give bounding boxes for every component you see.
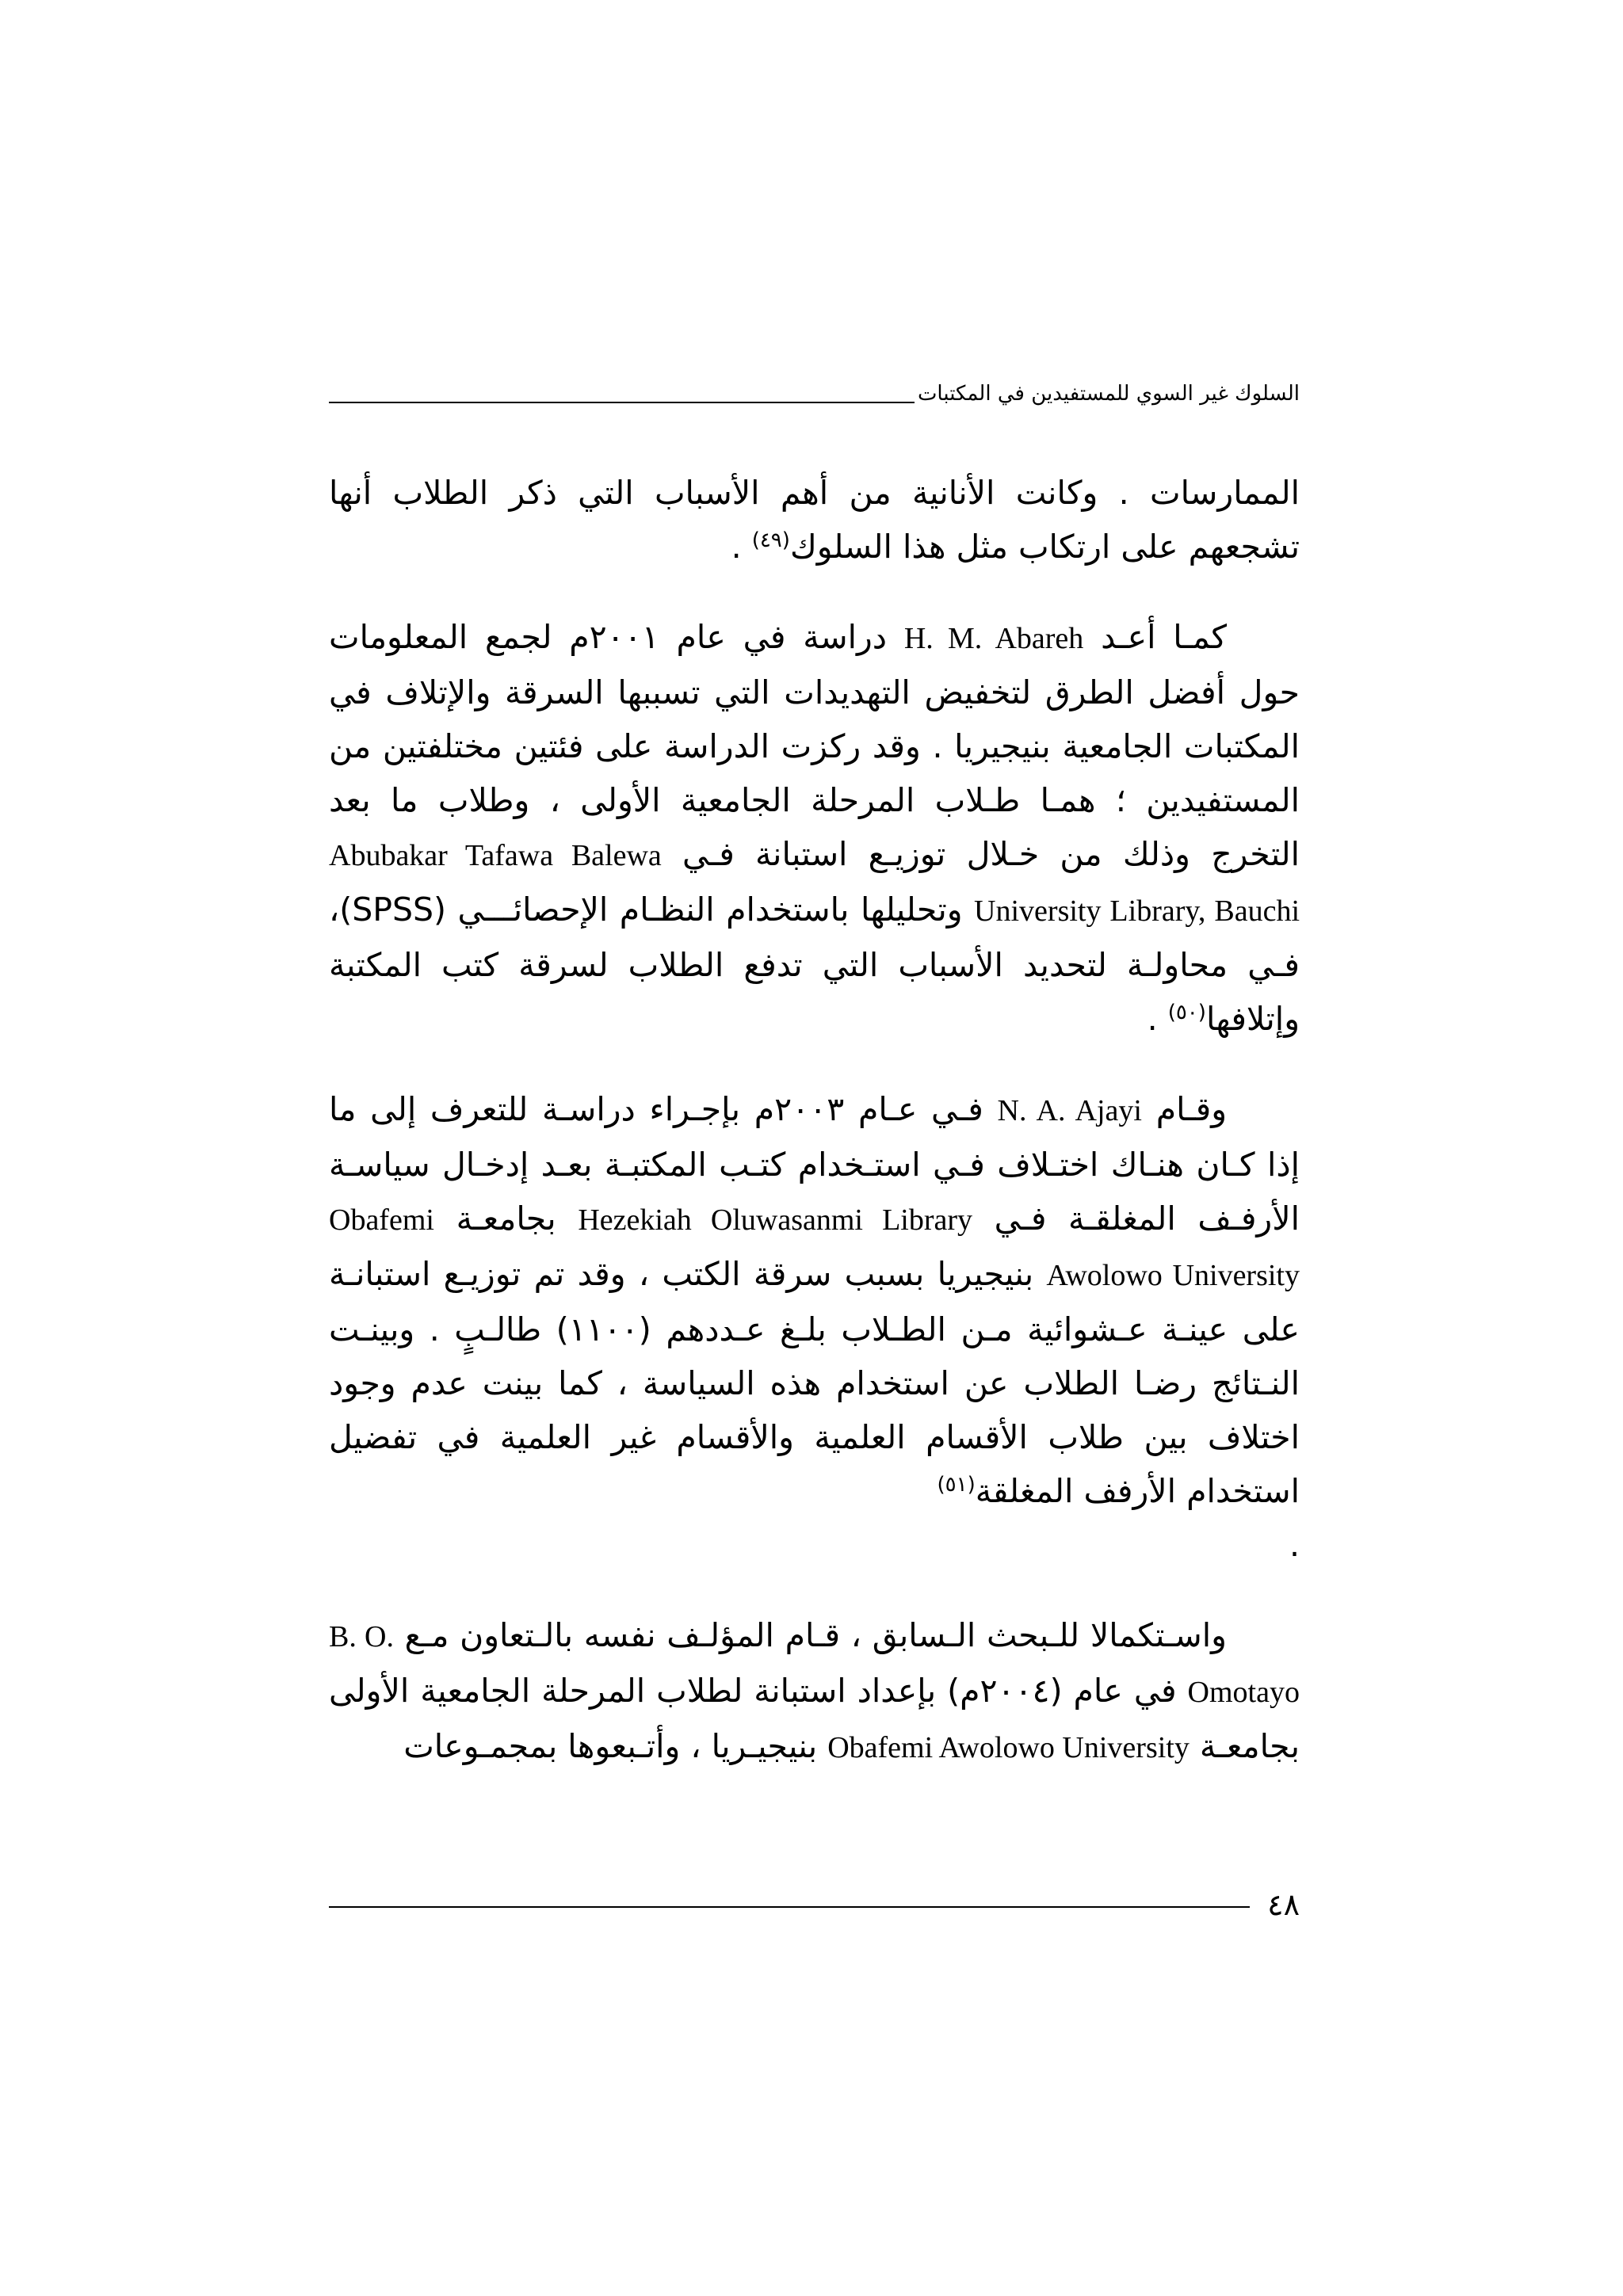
paragraph-1-text: الممارسات . وكانت الأنانية من أهم الأسباب التي ذكر الطلاب أنها تشجعهم على ارتكاب مثل هذا السلوك — [329, 474, 1300, 566]
paragraph-2-part-c: وتحليلها باستخدام النظـام الإحصائـــي (SPSS)، فـي محاولـة لتحديد الأسباب التي تدفع الطلاب لسرقة كتب المكتبة وإتلافها — [329, 891, 1300, 1038]
paragraph-2-part-a: كمـا أعـد — [1083, 618, 1228, 656]
author-name-omotayo: B. O. Omotayo — [329, 1620, 1300, 1709]
footnote-ref-49: (٤٩) — [751, 528, 790, 552]
university-name-obafemi-2: Obafemi Awolowo University — [827, 1731, 1190, 1764]
header-rule — [329, 402, 915, 403]
paragraph-2 — [329, 610, 1300, 1046]
author-name-abareh: H. M. Abareh — [903, 622, 1084, 655]
running-header — [329, 374, 1300, 406]
university-name-obafemi: Obafemi Awolowo University — [329, 1203, 1300, 1292]
paragraph-4-part-c: بنيجيـريا ، وأتـبعوها بمجمـوعات — [403, 1727, 828, 1765]
body-text — [329, 466, 1300, 1775]
library-name-abubakar: Abubakar Tafawa Balewa University Library, Bauchi — [329, 839, 1300, 928]
running-header-title: السلوك غير السوي للمستفيدين في المكتبات — [917, 382, 1300, 406]
author-name-ajayi: N. A. Ajayi — [997, 1094, 1142, 1127]
paragraph-1-end: . — [731, 528, 752, 566]
paragraph-3-part-b: فـي عـام ٢٠٠٣م بإجـراء دراسـة للتعرف إلى ما إذا كـان هنـاك اختـلاف فـي استـخدام كتـب المكتبـة بعـد إدخـال سياسـة الأرفـف المغلقـة فـي — [329, 1090, 1300, 1238]
page-footer — [329, 1887, 1300, 1922]
footnote-ref-50: (٥٠) — [1167, 1001, 1206, 1024]
book-page — [329, 0, 1300, 2296]
paragraph-3 — [329, 1082, 1300, 1518]
paragraph-1 — [329, 466, 1300, 574]
library-name-hezekiah: Hezekiah Oluwasanmi Library — [578, 1203, 973, 1237]
paragraph-2-part-b: دراسة في عام ٢٠٠١م لجمع المعلومات حول أفضل الطرق لتخفيض التهديدات التي تسببها السرقة والإتلاف في المكتبات الجامعية بنيجيريا . وقد ركزت الدراسة على فئتين مختلفتين من المستفيدين ؛ همـا طـلاب المرحلة الجامعية الأولى ، وطلاب ما بعد التخرج وذلك من خـلال توزيـع استبانة فـي — [329, 618, 1300, 873]
paragraph-3-part-a: وقـام — [1142, 1090, 1227, 1128]
paragraph-4 — [329, 1608, 1300, 1775]
paragraph-2-end: . — [1147, 1000, 1168, 1038]
footer-rule — [329, 1906, 1250, 1908]
page-number: ٤٨ — [1267, 1887, 1300, 1922]
paragraph-3-part-d: بنيجيريا بسبب سرقة الكتب ، وقد تم توزيـع استبانـة على عينـة عـشوائية مـن الطـلاب بلـغ عـددهم (١١٠٠) طالـبٍ . وبينـت النـتائج رضـا الطلاب عن استخدام هذه السياسة ، كما بينت عدم وجود اختلاف بين طلاب الأقسام العلمية والأقسام غير العلمية في تفضيل استخدام الأرفف المغلقة — [329, 1255, 1300, 1510]
paragraph-4-part-b: في عام (٢٠٠٤م) بإعداد استبانة لطلاب المرحلة الجامعية الأولى بجامعـة — [329, 1672, 1300, 1765]
paragraph-4-part-a: واسـتكمالا للـبحث الـسابق ، قـام المؤلـف نفسه بالـتعاون مـع — [393, 1616, 1227, 1654]
paragraph-3-end: . — [1289, 1526, 1300, 1564]
footnote-ref-51: (٥١) — [937, 1473, 976, 1497]
paragraph-3-part-c: بجامعـة — [433, 1199, 579, 1238]
